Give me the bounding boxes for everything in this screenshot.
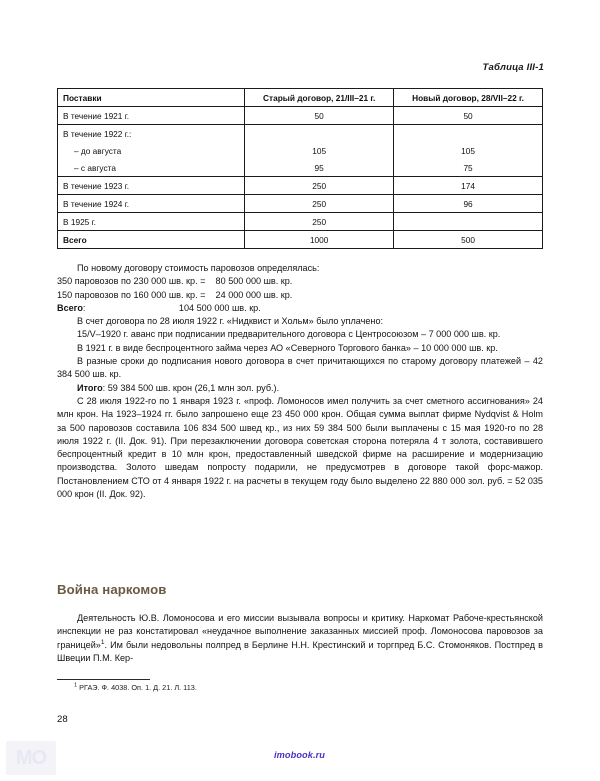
calc-line-total [57, 302, 543, 315]
table-cell-new: 500 [394, 231, 543, 249]
calc-total-value: : 104 500 000 шв. кр. [82, 302, 261, 313]
table-cell-old: 250 [245, 213, 394, 231]
footnote-marker-inline[interactable]: 1 [100, 638, 105, 646]
table-header-old-contract: Старый договор, 21/III–21 г. [245, 89, 394, 107]
table-cell-label: В течение 1922 г.: [58, 125, 245, 143]
table-cell-old: 105 [245, 142, 394, 159]
table-row [58, 125, 543, 143]
footnote-number: 1 [74, 682, 78, 689]
table-cell-new: 75 [394, 159, 543, 177]
paragraph-payments-intro: В счет договора по 28 июля 1922 г. «Нидквист и Хольм» было уплачено: [77, 316, 384, 327]
table-cell-old: 250 [245, 177, 394, 195]
paragraph-loan-1921: В 1921 г. в виде беспроцентного займа через АО «Северного Торгового банка» – 10 000 000 шв. кр. [77, 342, 498, 353]
table-cell-old: 250 [245, 195, 394, 213]
watermark-logo-text: MO [15, 746, 47, 769]
paragraph-intro: По новому договору стоимость паровозов определялась: [77, 263, 320, 273]
table-cell-new: 50 [394, 107, 543, 125]
table-cell-label: В 1925 г. [58, 213, 245, 231]
table-cell-label: – с августа [58, 159, 245, 177]
table-header-deliveries: Поставки [58, 89, 245, 107]
footnote-separator-rule [57, 679, 150, 680]
table-cell-new: 96 [394, 195, 543, 213]
watermark-logo-icon [6, 741, 56, 775]
paragraph-settlement-details: С 28 июля 1922-го по 1 января 1923 г. «проф. Ломоносов имел получить за счет сметного ассигнования» 24 млн крон. На 1923–1924 гг. было запрошено еще 23 450 000 крон. Общая сумма выплат фирме Nydqvist & Holm за 500 паровозов составила 106 834 500 швед кр., из них 59 384 500 были выплачены с 15 мая 1920-го по 28 июля 1922 г. (II. Док. 91). При перезаключении договора советская сторона потеряла 4 т золота, составившего беспроцентный кредит в 10 млн крон, предоставленный шведской фирме на расширение и модернизацию производства. Золото шведам попросту подарили, не предусмотрев в договоре такой форс-мажор. Постановлением СТО от 4 января 1922 г. на расчеты в текущем году было выделено 22 880 000 зол. руб. = 52 035 000 крон (II. Док. 92). [57, 395, 543, 500]
table-caption: Таблица III-1 [482, 62, 544, 73]
table-row [58, 107, 543, 125]
table-header-row [58, 89, 543, 107]
table-header-new-contract: Новый договор, 28/VII–22 г. [394, 89, 543, 107]
table-cell-label: Всего [58, 231, 245, 249]
table-cell-old: 50 [245, 107, 394, 125]
table-cell-new: 174 [394, 177, 543, 195]
table-cell-label: В течение 1923 г. [58, 177, 245, 195]
paragraph-text-part1: Деятельность Ю.В. Ломоносова и его миссии вызывала вопросы и критику. Наркомат Рабоче-крестьянской инспекции не раз констатировал «неудачное выполнение заказанных миссией проф. Ломоносова паровозов за границей» [57, 613, 543, 650]
table-row [58, 195, 543, 213]
table-cell-new [394, 213, 543, 231]
table-cell-new [394, 125, 543, 143]
calc-line-350: 350 паровозов по 230 000 шв. кр. = 80 500 000 шв. кр. [57, 276, 293, 287]
table-cell-label: В течение 1921 г. [58, 107, 245, 125]
footnote-text: РГАЭ. Ф. 4038. Оп. 1. Д. 21. Л. 113. [79, 683, 197, 692]
body-text-block [57, 262, 543, 501]
table-cell-label: В течение 1924 г. [58, 195, 245, 213]
table-cell-new: 105 [394, 142, 543, 159]
table-cell-old: 1000 [245, 231, 394, 249]
table-row [58, 177, 543, 195]
watermark-site-link[interactable]: imobook.ru [274, 750, 326, 760]
table-row [58, 213, 543, 231]
paragraph-old-contract-payments: В разные сроки до подписания нового договора в счет причитающихся по старому договору платежей – 42 384 500 шв. кр. [57, 356, 543, 380]
paragraph-lomonosov-criticism [57, 612, 543, 665]
table-row [58, 142, 543, 159]
footnote-entry [74, 683, 197, 693]
calc-line-150: 150 паровозов по 160 000 шв. кр. = 24 000 000 шв. кр. [57, 289, 293, 300]
deliveries-table [57, 88, 543, 249]
paragraph-text-part2: . Им были недовольны полпред в Берлине Н.Н. Крестинский и торгпред Б.С. Стомоняков. Постпред в Швеции П.М. Кер- [57, 639, 543, 663]
table-cell-old: 95 [245, 159, 394, 177]
paragraph-sum-total [57, 382, 543, 395]
table-row-total [58, 231, 543, 249]
section-heading-war-of-commissars: Война наркомов [57, 582, 167, 597]
table-row [58, 159, 543, 177]
paragraph-advance-1920: 15/V–1920 г. аванс при подписании предварительного договора с Центросоюзом – 7 000 000 шв. кр. [77, 329, 501, 340]
section-body-block [57, 612, 543, 665]
table-cell-old [245, 125, 394, 143]
sum-total-value: : 59 384 500 шв. крон (26,1 млн зол. руб.). [102, 382, 280, 393]
calc-total-label: Всего [57, 302, 83, 313]
page-number: 28 [57, 714, 68, 725]
table-cell-label: – до августа [58, 142, 245, 159]
sum-total-label: Итого [77, 382, 103, 393]
